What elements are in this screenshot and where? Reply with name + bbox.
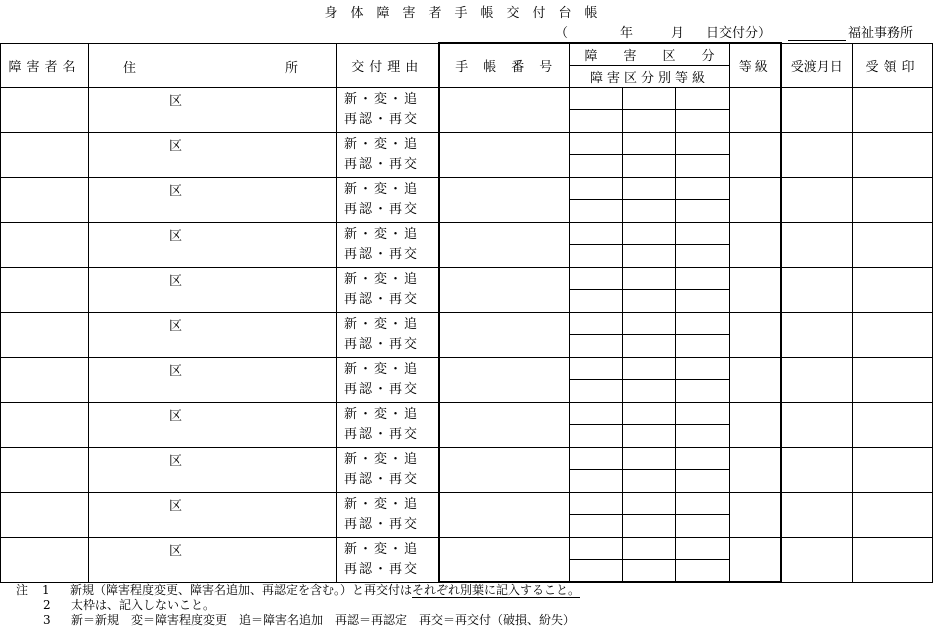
reason-line-2: 再認・再交 — [344, 336, 420, 352]
cell-category-b[interactable] — [623, 447, 676, 470]
reason-line-1: 新・変・追 — [344, 316, 420, 332]
date-year-label: 年 — [620, 26, 634, 41]
table-row — [1, 537, 933, 560]
cell-address[interactable] — [89, 447, 337, 492]
cell-received-date[interactable] — [781, 447, 853, 492]
cell-category-a[interactable] — [570, 357, 623, 380]
cell-category-c2[interactable] — [676, 470, 730, 493]
cell-category-b[interactable] — [623, 402, 676, 425]
note-2: 2 太枠は、記入しないこと。 — [43, 598, 216, 612]
ward-label: 区 — [169, 318, 183, 334]
cell-category-b[interactable] — [623, 222, 676, 245]
reason-line-2: 再認・再交 — [344, 246, 420, 262]
cell-seal[interactable] — [853, 312, 933, 357]
cell-grade[interactable] — [730, 312, 781, 357]
cell-reason[interactable] — [337, 492, 439, 537]
cell-category-c[interactable] — [676, 492, 730, 515]
cell-category-b[interactable] — [623, 357, 676, 380]
header-address-2: 所 — [285, 61, 299, 76]
header-seal: 受領印 — [853, 43, 933, 87]
cell-category-a2[interactable] — [570, 290, 623, 313]
cell-grade[interactable] — [730, 87, 781, 132]
reason-line-1: 新・変・追 — [344, 541, 420, 557]
header-number: 手 帳 番 号 — [439, 43, 570, 87]
cell-seal[interactable] — [853, 267, 933, 312]
cell-number[interactable] — [439, 87, 570, 132]
cell-reason[interactable] — [337, 357, 439, 402]
header-category-sub: 障害区分別等級 — [570, 65, 730, 87]
cell-reason[interactable] — [337, 447, 439, 492]
cell-category-a[interactable] — [570, 402, 623, 425]
reason-line-1: 新・変・追 — [344, 496, 420, 512]
cell-name[interactable] — [1, 357, 89, 402]
register-table — [0, 42, 933, 583]
cell-category-a[interactable] — [570, 267, 623, 290]
reason-line-1: 新・変・追 — [344, 136, 420, 152]
reason-line-2: 再認・再交 — [344, 561, 420, 577]
table-row — [1, 87, 933, 110]
cell-category-b[interactable] — [623, 267, 676, 290]
cell-seal[interactable] — [853, 132, 933, 177]
cell-category-b2[interactable] — [623, 515, 676, 538]
cell-name[interactable] — [1, 222, 89, 267]
cell-category-a2[interactable] — [570, 335, 623, 358]
cell-address[interactable] — [89, 132, 337, 177]
reason-line-1: 新・変・追 — [344, 91, 420, 107]
cell-category-b2[interactable] — [623, 110, 676, 133]
reason-line-2: 再認・再交 — [344, 471, 420, 487]
reason-line-2: 再認・再交 — [344, 426, 420, 442]
cell-category-a2[interactable] — [570, 155, 623, 178]
reason-line-1: 新・変・追 — [344, 181, 420, 197]
register-rows — [1, 87, 933, 582]
cell-name[interactable] — [1, 267, 89, 312]
cell-category-c[interactable] — [676, 267, 730, 290]
office-suffix: 福祉事務所 — [848, 26, 914, 41]
reason-line-2: 再認・再交 — [344, 381, 420, 397]
cell-name[interactable] — [1, 447, 89, 492]
cell-category-a[interactable] — [570, 132, 623, 155]
cell-reason[interactable] — [337, 312, 439, 357]
cell-category-c2[interactable] — [676, 245, 730, 268]
cell-category-c[interactable] — [676, 87, 730, 110]
header-address-1: 住 — [123, 61, 137, 76]
date-open-paren: （ — [555, 26, 569, 41]
cell-received-date[interactable] — [781, 492, 853, 537]
cell-received-date[interactable] — [781, 312, 853, 357]
cell-received-date[interactable] — [781, 357, 853, 402]
ward-label: 区 — [169, 363, 183, 379]
cell-category-b2[interactable] — [623, 155, 676, 178]
note-1: 注 1 新規（障害程度変更、障害名追加、再認定を含む。）と再交付はそれぞれ別葉に記入すること。 — [16, 583, 581, 597]
cell-number[interactable] — [439, 537, 570, 582]
cell-seal[interactable] — [853, 447, 933, 492]
cell-grade[interactable] — [730, 132, 781, 177]
cell-name[interactable] — [1, 402, 89, 447]
cell-number[interactable] — [439, 357, 570, 402]
issue-date-line — [555, 22, 771, 41]
table-row — [1, 312, 933, 335]
cell-address[interactable] — [89, 357, 337, 402]
cell-address[interactable] — [89, 267, 337, 312]
reason-line-1: 新・変・追 — [344, 226, 420, 242]
office-name-blank — [788, 28, 846, 41]
cell-address[interactable] — [89, 222, 337, 267]
cell-category-b[interactable] — [623, 492, 676, 515]
ward-label: 区 — [169, 543, 183, 559]
reason-line-1: 新・変・追 — [344, 361, 420, 377]
cell-category-b2[interactable] — [623, 425, 676, 448]
cell-number[interactable] — [439, 222, 570, 267]
cell-seal[interactable] — [853, 87, 933, 132]
cell-address[interactable] — [89, 312, 337, 357]
cell-seal[interactable] — [853, 402, 933, 447]
date-month-label: 月 — [671, 26, 685, 41]
cell-category-c2[interactable] — [676, 515, 730, 538]
cell-category-b[interactable] — [623, 87, 676, 110]
header-received-date: 受渡月日 — [781, 43, 853, 87]
cell-number[interactable] — [439, 267, 570, 312]
ward-label: 区 — [169, 228, 183, 244]
cell-category-a2[interactable] — [570, 470, 623, 493]
cell-reason[interactable] — [337, 267, 439, 312]
reason-line-2: 再認・再交 — [344, 516, 420, 532]
cell-category-b2[interactable] — [623, 560, 676, 583]
cell-category-c[interactable] — [676, 177, 730, 200]
table-row — [1, 132, 933, 155]
cell-category-a[interactable] — [570, 87, 623, 110]
cell-category-a2[interactable] — [570, 245, 623, 268]
cell-address[interactable] — [89, 402, 337, 447]
cell-name[interactable] — [1, 132, 89, 177]
cell-category-b2[interactable] — [623, 380, 676, 403]
cell-reason[interactable] — [337, 402, 439, 447]
cell-category-c[interactable] — [676, 402, 730, 425]
cell-name[interactable] — [1, 312, 89, 357]
cell-reason[interactable] — [337, 222, 439, 267]
cell-category-c2[interactable] — [676, 155, 730, 178]
cell-category-b2[interactable] — [623, 290, 676, 313]
cell-seal[interactable] — [853, 357, 933, 402]
ward-label: 区 — [169, 498, 183, 514]
cell-category-b[interactable] — [623, 312, 676, 335]
cell-category-a2[interactable] — [570, 380, 623, 403]
cell-category-c2[interactable] — [676, 560, 730, 583]
cell-grade[interactable] — [730, 402, 781, 447]
cell-number[interactable] — [439, 312, 570, 357]
cell-received-date[interactable] — [781, 267, 853, 312]
cell-number[interactable] — [439, 447, 570, 492]
cell-category-c2[interactable] — [676, 200, 730, 223]
cell-category-c[interactable] — [676, 222, 730, 245]
cell-reason[interactable] — [337, 177, 439, 222]
reason-line-1: 新・変・追 — [344, 406, 420, 422]
cell-category-a[interactable] — [570, 537, 623, 560]
ward-label: 区 — [169, 408, 183, 424]
cell-received-date[interactable] — [781, 222, 853, 267]
header-category: 障 害 区 分 — [570, 43, 730, 65]
date-day-label: 日交付分） — [706, 26, 772, 41]
cell-category-c2[interactable] — [676, 290, 730, 313]
cell-name[interactable] — [1, 87, 89, 132]
reason-line-2: 再認・再交 — [344, 291, 420, 307]
office-line — [788, 22, 913, 41]
reason-line-2: 再認・再交 — [344, 111, 420, 127]
table-row — [1, 222, 933, 245]
header-address — [89, 43, 337, 87]
ward-label: 区 — [169, 273, 183, 289]
cell-address[interactable] — [89, 537, 337, 582]
cell-category-c2[interactable] — [676, 380, 730, 403]
cell-category-b2[interactable] — [623, 470, 676, 493]
cell-grade[interactable] — [730, 492, 781, 537]
cell-category-b2[interactable] — [623, 245, 676, 268]
note-3: 3 新＝新規 変＝障害程度変更 追＝障害名追加 再認＝再認定 再交＝再交付（破損、紛失） — [43, 613, 576, 627]
cell-number[interactable] — [439, 177, 570, 222]
cell-reason[interactable] — [337, 132, 439, 177]
note-label: 注 — [16, 583, 29, 597]
cell-category-b[interactable] — [623, 537, 676, 560]
cell-seal[interactable] — [853, 492, 933, 537]
cell-category-a[interactable] — [570, 222, 623, 245]
ward-label: 区 — [169, 183, 183, 199]
cell-category-a[interactable] — [570, 447, 623, 470]
cell-category-c[interactable] — [676, 132, 730, 155]
cell-grade[interactable] — [730, 357, 781, 402]
cell-name[interactable] — [1, 177, 89, 222]
cell-category-c[interactable] — [676, 447, 730, 470]
cell-address[interactable] — [89, 492, 337, 537]
table-row — [1, 357, 933, 380]
cell-seal[interactable] — [853, 222, 933, 267]
table-row — [1, 492, 933, 515]
ward-label: 区 — [169, 93, 183, 109]
cell-received-date[interactable] — [781, 402, 853, 447]
cell-category-a[interactable] — [570, 177, 623, 200]
cell-number[interactable] — [439, 492, 570, 537]
cell-seal[interactable] — [853, 537, 933, 582]
cell-seal[interactable] — [853, 177, 933, 222]
cell-reason[interactable] — [337, 87, 439, 132]
cell-address[interactable] — [89, 177, 337, 222]
footnotes — [16, 583, 580, 628]
cell-category-c[interactable] — [676, 357, 730, 380]
cell-number[interactable] — [439, 402, 570, 447]
cell-received-date[interactable] — [781, 177, 853, 222]
cell-category-a2[interactable] — [570, 425, 623, 448]
reason-line-2: 再認・再交 — [344, 156, 420, 172]
cell-number[interactable] — [439, 132, 570, 177]
cell-category-b[interactable] — [623, 177, 676, 200]
cell-received-date[interactable] — [781, 537, 853, 582]
table-row — [1, 177, 933, 200]
cell-category-b2[interactable] — [623, 335, 676, 358]
cell-category-b2[interactable] — [623, 200, 676, 223]
table-row — [1, 402, 933, 425]
cell-category-a2[interactable] — [570, 110, 623, 133]
cell-reason[interactable] — [337, 537, 439, 582]
cell-category-c2[interactable] — [676, 335, 730, 358]
cell-grade[interactable] — [730, 177, 781, 222]
cell-category-a[interactable] — [570, 492, 623, 515]
cell-category-c2[interactable] — [676, 110, 730, 133]
document-title: 身体障害者手帳交付台帳 — [324, 6, 611, 21]
cell-address[interactable] — [89, 87, 337, 132]
cell-category-b[interactable] — [623, 132, 676, 155]
table-row — [1, 267, 933, 290]
header-grade: 等級 — [730, 43, 781, 87]
cell-category-a2[interactable] — [570, 560, 623, 583]
ward-label: 区 — [169, 138, 183, 154]
reason-line-1: 新・変・追 — [344, 271, 420, 287]
cell-grade[interactable] — [730, 222, 781, 267]
table-row — [1, 447, 933, 470]
cell-name[interactable] — [1, 492, 89, 537]
reason-line-1: 新・変・追 — [344, 451, 420, 467]
header-reason: 交付理由 — [337, 43, 439, 87]
cell-category-c2[interactable] — [676, 425, 730, 448]
cell-category-a2[interactable] — [570, 515, 623, 538]
ward-label: 区 — [169, 453, 183, 469]
header-name: 障害者名 — [1, 43, 89, 87]
cell-name[interactable] — [1, 537, 89, 582]
cell-grade[interactable] — [730, 267, 781, 312]
cell-category-a[interactable] — [570, 312, 623, 335]
cell-grade[interactable] — [730, 447, 781, 492]
cell-received-date[interactable] — [781, 87, 853, 132]
reason-line-2: 再認・再交 — [344, 201, 420, 217]
cell-category-c[interactable] — [676, 537, 730, 560]
cell-grade[interactable] — [730, 537, 781, 582]
cell-received-date[interactable] — [781, 132, 853, 177]
cell-category-c[interactable] — [676, 312, 730, 335]
cell-category-a2[interactable] — [570, 200, 623, 223]
